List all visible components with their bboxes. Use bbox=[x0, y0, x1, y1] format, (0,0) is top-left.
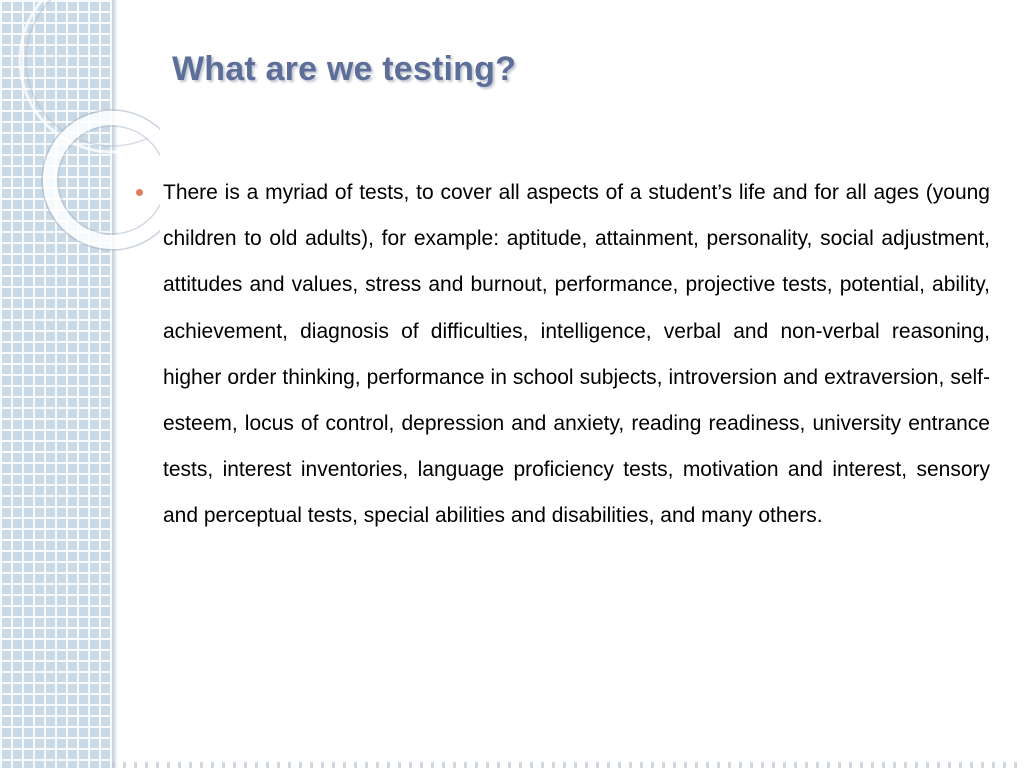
slide-title: What are we testing? bbox=[172, 50, 517, 88]
bullet-dot-icon bbox=[136, 189, 143, 196]
bullet-item bbox=[136, 170, 990, 540]
bullet-text: There is a myriad of tests, to cover all aspects of a student’s life and for all ages (young children to old adults), for example: aptitude, attainment, personality, social adjustment, attitudes and values, stress and burnout, performance, projective tests, potential, ability, achievement, diagnosis of difficulties, intelligence, verbal and non-verbal reasoning, higher order thinking, performance in school subjects, introversion and extraversion, self-esteem, locus of control, depression and anxiety, reading readiness, university entrance tests, interest inventories, language proficiency tests, motivation and interest, sensory and perceptual tests, special abilities and disabilities, and many others. bbox=[163, 181, 990, 528]
bottom-dotted-band bbox=[112, 762, 1024, 768]
slide-content bbox=[136, 170, 990, 540]
